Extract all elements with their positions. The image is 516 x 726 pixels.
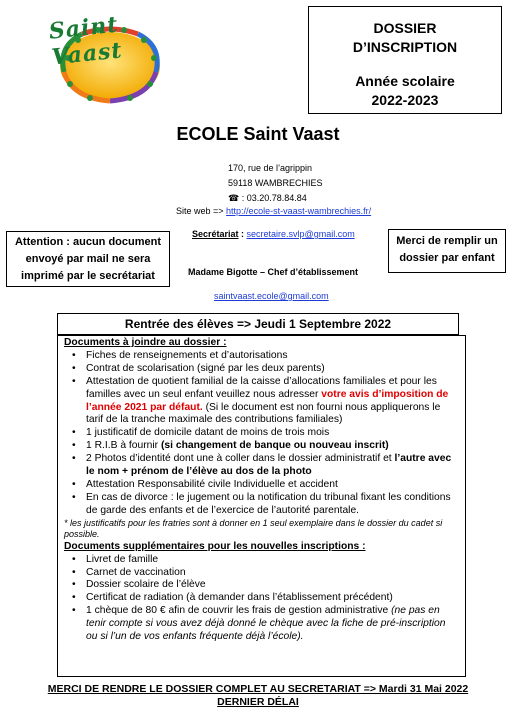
school-name: ECOLE Saint Vaast	[176, 124, 340, 144]
website-line	[176, 206, 371, 216]
one-file-per-child-box	[388, 229, 506, 273]
list-item: • Fiches de renseignements et d’autorisations	[68, 350, 459, 363]
director-email[interactable]: saintvaast.ecole@gmail.com	[214, 291, 329, 301]
address-line2: 59118 WAMBRECHIES	[228, 178, 323, 188]
start-date-text: Rentrée des élèves => Jeudi 1 Septembre 2022	[124, 317, 392, 331]
documents-box	[57, 335, 466, 677]
title-box	[308, 6, 502, 114]
secretariat-line: Secrétariat : secretaire.svlp@gmail.com	[192, 229, 355, 239]
list-item: • Attestation Responsabilité civile Individuelle et accident	[68, 479, 459, 492]
list-item: • Carnet de vaccination	[68, 567, 459, 580]
start-date-box	[57, 313, 459, 335]
list-item: • Certificat de radiation (à demander dans l’établissement précédent)	[68, 592, 459, 605]
last-deadline-text: DERNIER DÉLAI	[217, 696, 299, 708]
deadline-line	[0, 683, 516, 709]
deadline-text: MERCI DE RENDRE LE DOSSIER COMPLET AU SECRETARIAT => Mardi 31 Mai 2022	[47, 683, 469, 695]
logo-script-text: Saint Vaast	[47, 11, 124, 71]
list-item: • 1 chèque de 80 € afin de couvrir les frais de gestion administrative (ne pas en tenir compte si vous avez déjà donné le chèque avec la fiche de pré-inscription ou si l’un de vos enfants fréquente déjà l’école).	[68, 605, 459, 644]
extra-documents-list	[68, 554, 459, 644]
phone-icon: ☎	[228, 193, 240, 203]
address-line1: 170, rue de l’agrippin	[228, 163, 313, 173]
address-block	[228, 161, 323, 206]
documents-list	[68, 350, 459, 518]
secretariat-label: Secrétariat	[192, 229, 239, 239]
list-item: • Livret de famille	[68, 554, 459, 567]
title-line2: D’INSCRIPTION	[352, 39, 458, 55]
list-item: • 2 Photos d’identité dont une à coller dans le dossier administratif et l’autre avec le nom + prénom de l’élève au dos de la photo	[68, 453, 459, 479]
documents-heading: Documents à joindre au dossier :	[64, 337, 227, 348]
list-item: • Attestation de quotient familial de la caisse d’allocations familiales et pour les familles avec un seul enfant veuillez nous adresser votre avis d’imposition de l’année 2021 par défaut. (Si le document est non fourni nous appliquerons le tarif de la tranche maximale des contributions familiales)	[68, 376, 459, 428]
email-warning-text: Attention : aucun document envoyé par mail ne sera imprimé par le secrétariat	[14, 236, 162, 282]
email-warning-box	[6, 231, 170, 287]
list-item: • Contrat de scolarisation (signé par les deux parents)	[68, 363, 459, 376]
title-line3: Année scolaire	[355, 73, 455, 89]
website-label: Site web =>	[176, 206, 224, 216]
list-item: • 1 R.I.B à fournir (si changement de banque ou nouveau inscrit)	[68, 440, 459, 453]
list-item: • Dossier scolaire de l’élève	[68, 579, 459, 592]
tax-notice-highlight: votre avis d’imposition de l’année 2021 par défaut.	[86, 388, 449, 413]
siblings-note: * les justificatifs pour les fratries sont à donner en 1 seul exemplaire dans le dossier du cadet si possible.	[64, 517, 443, 540]
website-link[interactable]: http://ecole-st-vaast-wambrechies.fr/	[226, 206, 372, 216]
phone-number: : 03.20.78.84.84	[239, 193, 307, 203]
extra-documents-heading: Documents supplémentaires pour les nouvelles inscriptions :	[64, 540, 366, 552]
school-logo	[38, 6, 178, 106]
secretariat-email[interactable]: secretaire.svlp@gmail.com	[246, 229, 355, 239]
director-name: Madame Bigotte – Chef d’établissement	[188, 267, 359, 277]
title-line4: 2022-2023	[371, 92, 439, 108]
title-line1: DOSSIER	[373, 20, 437, 36]
list-item: • 1 justificatif de domicile datant de moins de trois mois	[68, 427, 459, 440]
director-email-line	[214, 291, 329, 301]
list-item: • En cas de divorce : le jugement ou la notification du tribunal fixant les conditions de garde des enfants et de l’exercice de l’autorité parentale.	[68, 492, 459, 518]
one-file-per-child-text: Merci de remplir un dossier par enfant	[396, 235, 498, 264]
